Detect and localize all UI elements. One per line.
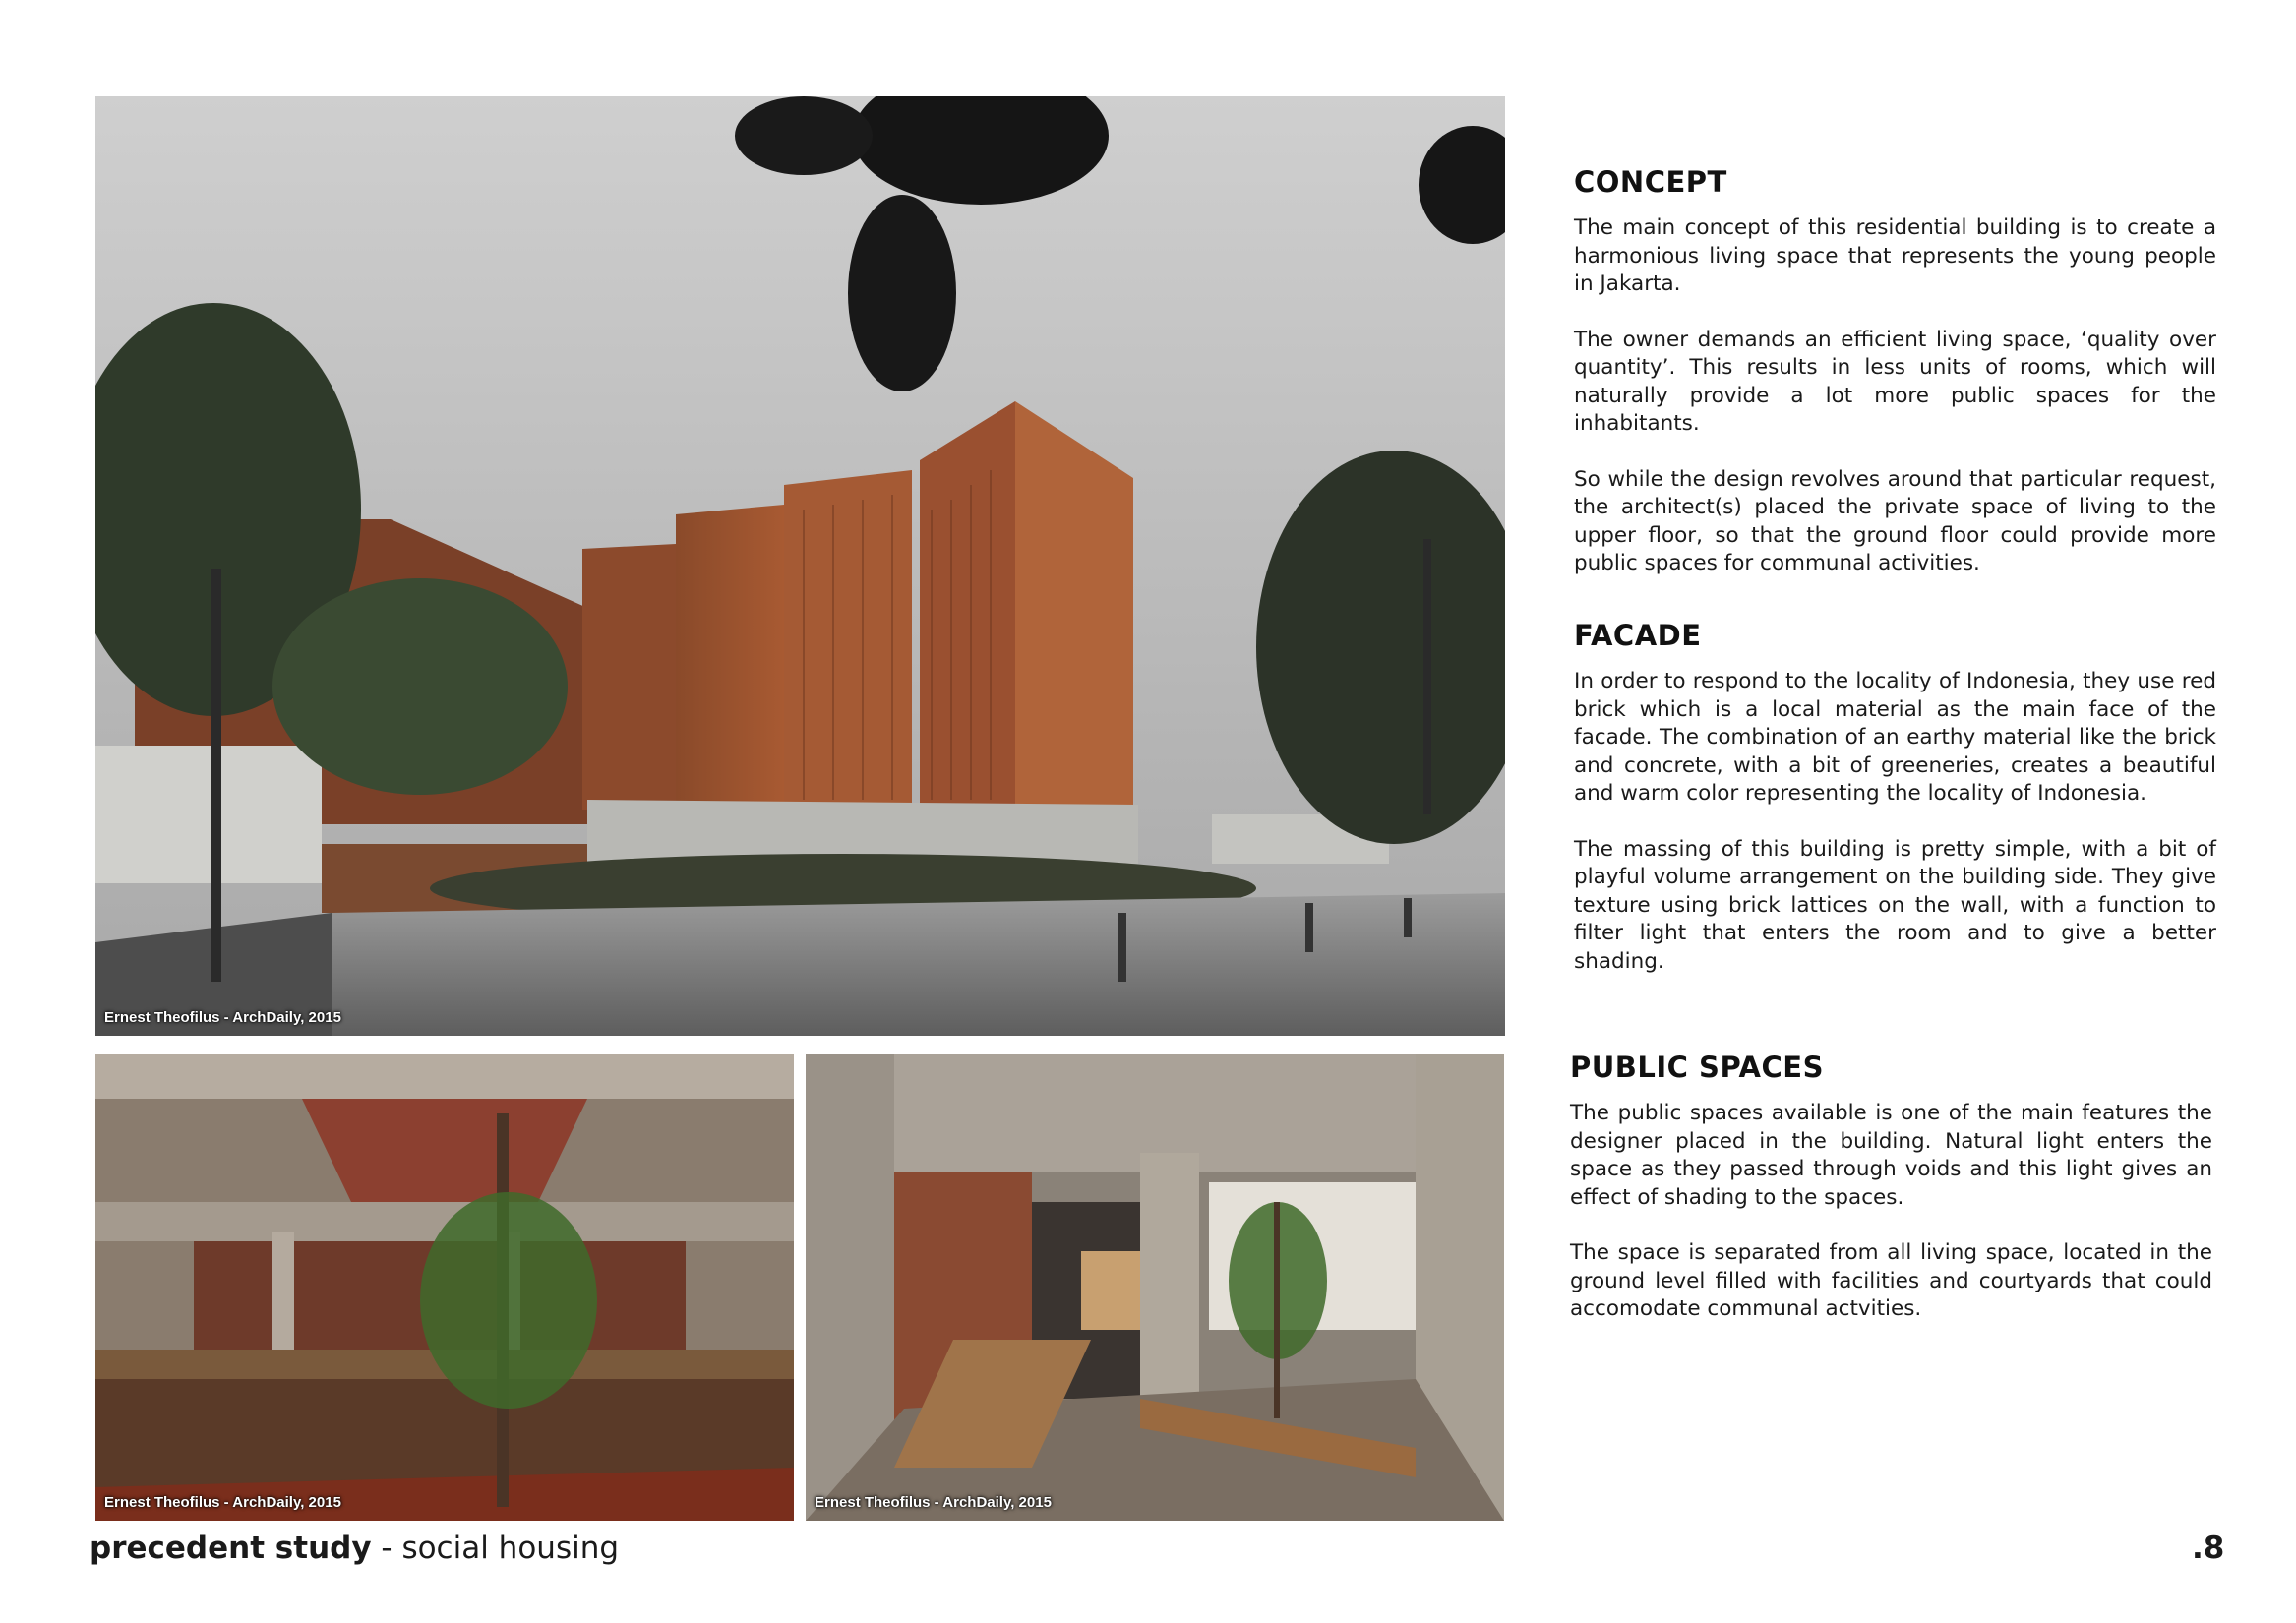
paragraph: The public spaces available is one of the main features the designer placed in the building. Natural light enters the space as they passed through voids and this light gives an effect of shading to the spaces. [1570, 1101, 2212, 1210]
facade-section [1574, 619, 2216, 1003]
paragraph: The main concept of this residential building is to create a harmonious living space that represents the young people in Jakarta. [1574, 215, 2216, 296]
section-heading: FACADE [1574, 619, 1702, 652]
courtyard-photo [95, 1054, 794, 1521]
page-number: .8 [2192, 1531, 2225, 1566]
footer-title [90, 1531, 619, 1566]
interior-image [806, 1054, 1504, 1521]
photo-credit: Ernest Theofilus - ArchDaily, 2015 [815, 1494, 1052, 1511]
paragraph: In order to respond to the locality of Indonesia, they use red brick which is a local material as the main face of the facade. The combination of an earthy material like the brick and concrete, with a bit of greeneries, creates a beautiful and warm color representing the locality of Indonesia. [1574, 669, 2216, 806]
paragraph: The owner demands an efficient living space, ‘quality over quantity’. This results in less units of rooms, which will naturally provide a lot more public spaces for the inhabitants. [1574, 327, 2216, 436]
paragraph: The space is separated from all living space, located in the ground level filled with facilities and courtyards that could accomodate communal actvities. [1570, 1240, 2212, 1321]
courtyard-image [95, 1054, 794, 1521]
concept-section [1574, 165, 2216, 606]
public-spaces-section [1570, 1051, 2212, 1352]
photo-credit: Ernest Theofilus - ArchDaily, 2015 [104, 1009, 341, 1026]
section-heading: CONCEPT [1574, 165, 1727, 199]
paragraph: So while the design revolves around that particular request, the architect(s) placed the private space of living to the upper floor, so that the ground floor could provide more public spaces for communal activities. [1574, 466, 2216, 575]
main-exterior-photo [95, 96, 1505, 1036]
footer-title-bold: precedent study [90, 1531, 372, 1566]
building-exterior-image [95, 96, 1505, 1036]
photo-credit: Ernest Theofilus - ArchDaily, 2015 [104, 1494, 341, 1511]
interior-photo [806, 1054, 1504, 1521]
footer-title-rest: - social housing [371, 1531, 620, 1566]
section-heading: PUBLIC SPACES [1570, 1051, 1824, 1084]
paragraph: The massing of this building is pretty simple, with a bit of playful volume arrangement on the building side. They give texture using brick lattices on the wall, with a function to filter light that enters the room and to give a better shading. [1574, 836, 2216, 974]
